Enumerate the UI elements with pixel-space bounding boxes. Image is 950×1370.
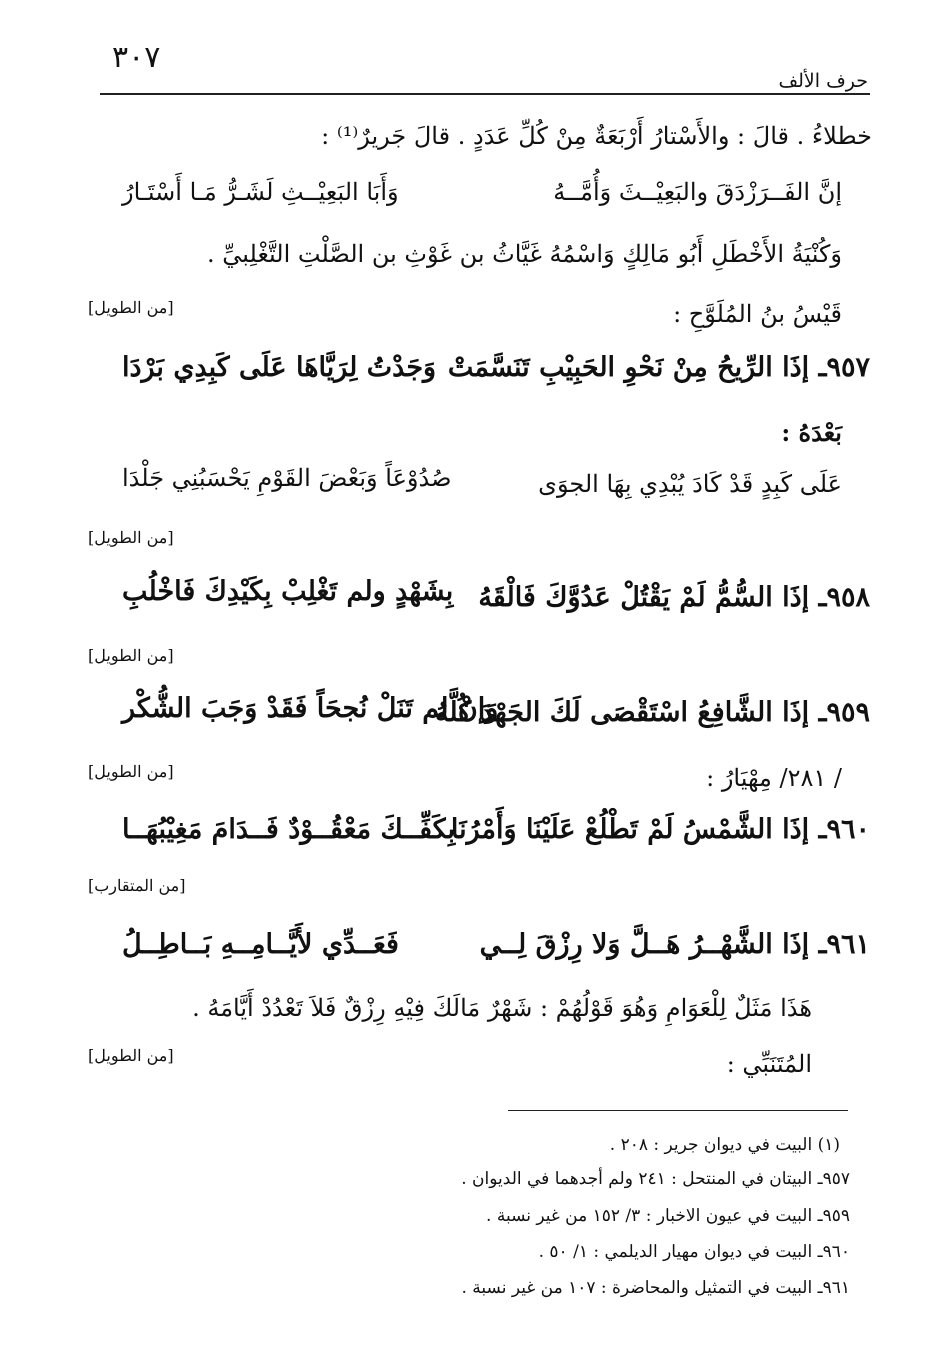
verse-959-second: وَإنْ لم تَنَلْ نُجحَاً فَقَدْ وَجَبَ الشُّكْر <box>122 693 499 724</box>
metre-label: [من المتقارب] <box>88 876 186 895</box>
metre-label: [من الطويل] <box>88 646 174 665</box>
footnote: (١) البيت في ديوان جرير : ٢٠٨ . <box>609 1135 840 1155</box>
verse-958-first: ٩٥٨ـ إذَا السُّمُّ لَمْ يَقْتُلْ عَدُوَّكَ فَالْقَهُ <box>478 582 870 613</box>
metre-label: [من الطويل] <box>88 762 174 781</box>
verse-961-second: فَعَــدِّي لأَيَّــامِــهِ بَــاطِــلُ <box>122 929 399 960</box>
page-number: ٣٠٧ <box>112 40 161 75</box>
text-line: خطلاءُ . قالَ : والأَسْتارُ أَرْبَعَةٌ مِنْ كُلِّ عَدَدٍ . قالَ جَريرٌ⁽¹⁾ : <box>321 122 872 150</box>
metre-label: [من الطويل] <box>88 1046 174 1065</box>
verse-second-hemistich: وَأَبَا البَعِيْــثِ لَشَـرُّ مَـا أَسْتَـارُ <box>122 178 399 206</box>
poet-name: / ٢٨١/ مِهْيَارُ : <box>706 764 842 792</box>
verse-first-hemistich: عَلَى كَبِدٍ قَدْ كَادَ يُبْدِي بِهَا الجوَى <box>538 470 842 498</box>
verse-960-first: ٩٦٠ـ إذَا الشَّمْسُ لَمْ تَطْلُعْ عَلَيْنَا وَأَمْرُنَا <box>450 814 870 845</box>
footnote: ٩٦١ـ البيت في التمثيل والمحاضرة : ١٠٧ من غير نسبة . <box>461 1278 850 1298</box>
verse-958-second: بِشَهْدٍ ولم تَغْلِبْ بِكَيْدِكَ فَاخْلُبِ <box>122 576 454 607</box>
verse-957-second: وَجَدْتُ لِرَيَّاهَا عَلَى كَبِدِي بَرْدَا <box>122 352 437 383</box>
poet-name: قَيْسُ بنُ المُلَوَّحِ : <box>673 300 842 328</box>
metre-label: [من الطويل] <box>88 298 174 317</box>
footnote: ٩٦٠ـ البيت في ديوان مهيار الديلمي : ١/ ٥٠ . <box>538 1242 850 1262</box>
verse-first-hemistich: إنَّ الفَــرَزْدَقَ والبَعِيْــثَ وَأُمَّــهُ <box>553 178 842 206</box>
poet-name: المُتَنَبِّي : <box>726 1050 812 1078</box>
running-title: حرف الألف <box>778 70 868 92</box>
verse-961-first: ٩٦١ـ إذَا الشَّهْــرُ هَــلَّ وَلا رِزْقَ لِــي <box>479 929 870 960</box>
verse-959-first: ٩٥٩ـ إذَا الشَّافِعُ اسْتَقْصَى لَكَ الجَهْدَ كُلَّهُ <box>434 697 870 728</box>
verse-second-hemistich: صُدُوْعَاً وَبَعْضَ القَوْمِ يَحْسَبُنِي جَلْدَا <box>122 464 452 492</box>
footnote: ٩٥٩ـ البيت في عيون الاخبار : ٣/ ١٥٢ من غير نسبة . <box>486 1206 850 1226</box>
text-line: هَذَا مَثَلٌ لِلْعَوَامِ وَهُوَ قَوْلُهُمْ : شَهْرٌ مَالَكَ فِيْهِ رِزْقٌ فَلاَ تَعْدُدْ أَيَّامَهُ . <box>192 994 812 1022</box>
verse-960-second: بِكَفِّــكَ مَعْقُــوْدٌ فَــدَامَ مَغِيْبُهَــا <box>122 814 456 845</box>
verse-957-first: ٩٥٧ـ إذَا الرِّيحُ مِنْ نَحْوِ الحَبِيْبِ تَنَسَّمَتْ <box>447 352 870 383</box>
text-line: وَكُنْيَةُ الأَخْطَلِ أَبُو مَالِكٍ وَاسْمُهُ غَيَّاثُ بن غَوْثِ بن الصَّلْتِ التَّغْلِبيِّ . <box>207 240 842 268</box>
metre-label: [من الطويل] <box>88 528 174 547</box>
footnote: ٩٥٧ـ البيتان في المنتحل : ٢٤١ ولم أجدهما في الديوان . <box>461 1169 850 1189</box>
header-rule <box>100 93 870 95</box>
continuation-label: بَعْدَهُ : <box>781 418 842 447</box>
footnote-rule <box>508 1110 848 1111</box>
